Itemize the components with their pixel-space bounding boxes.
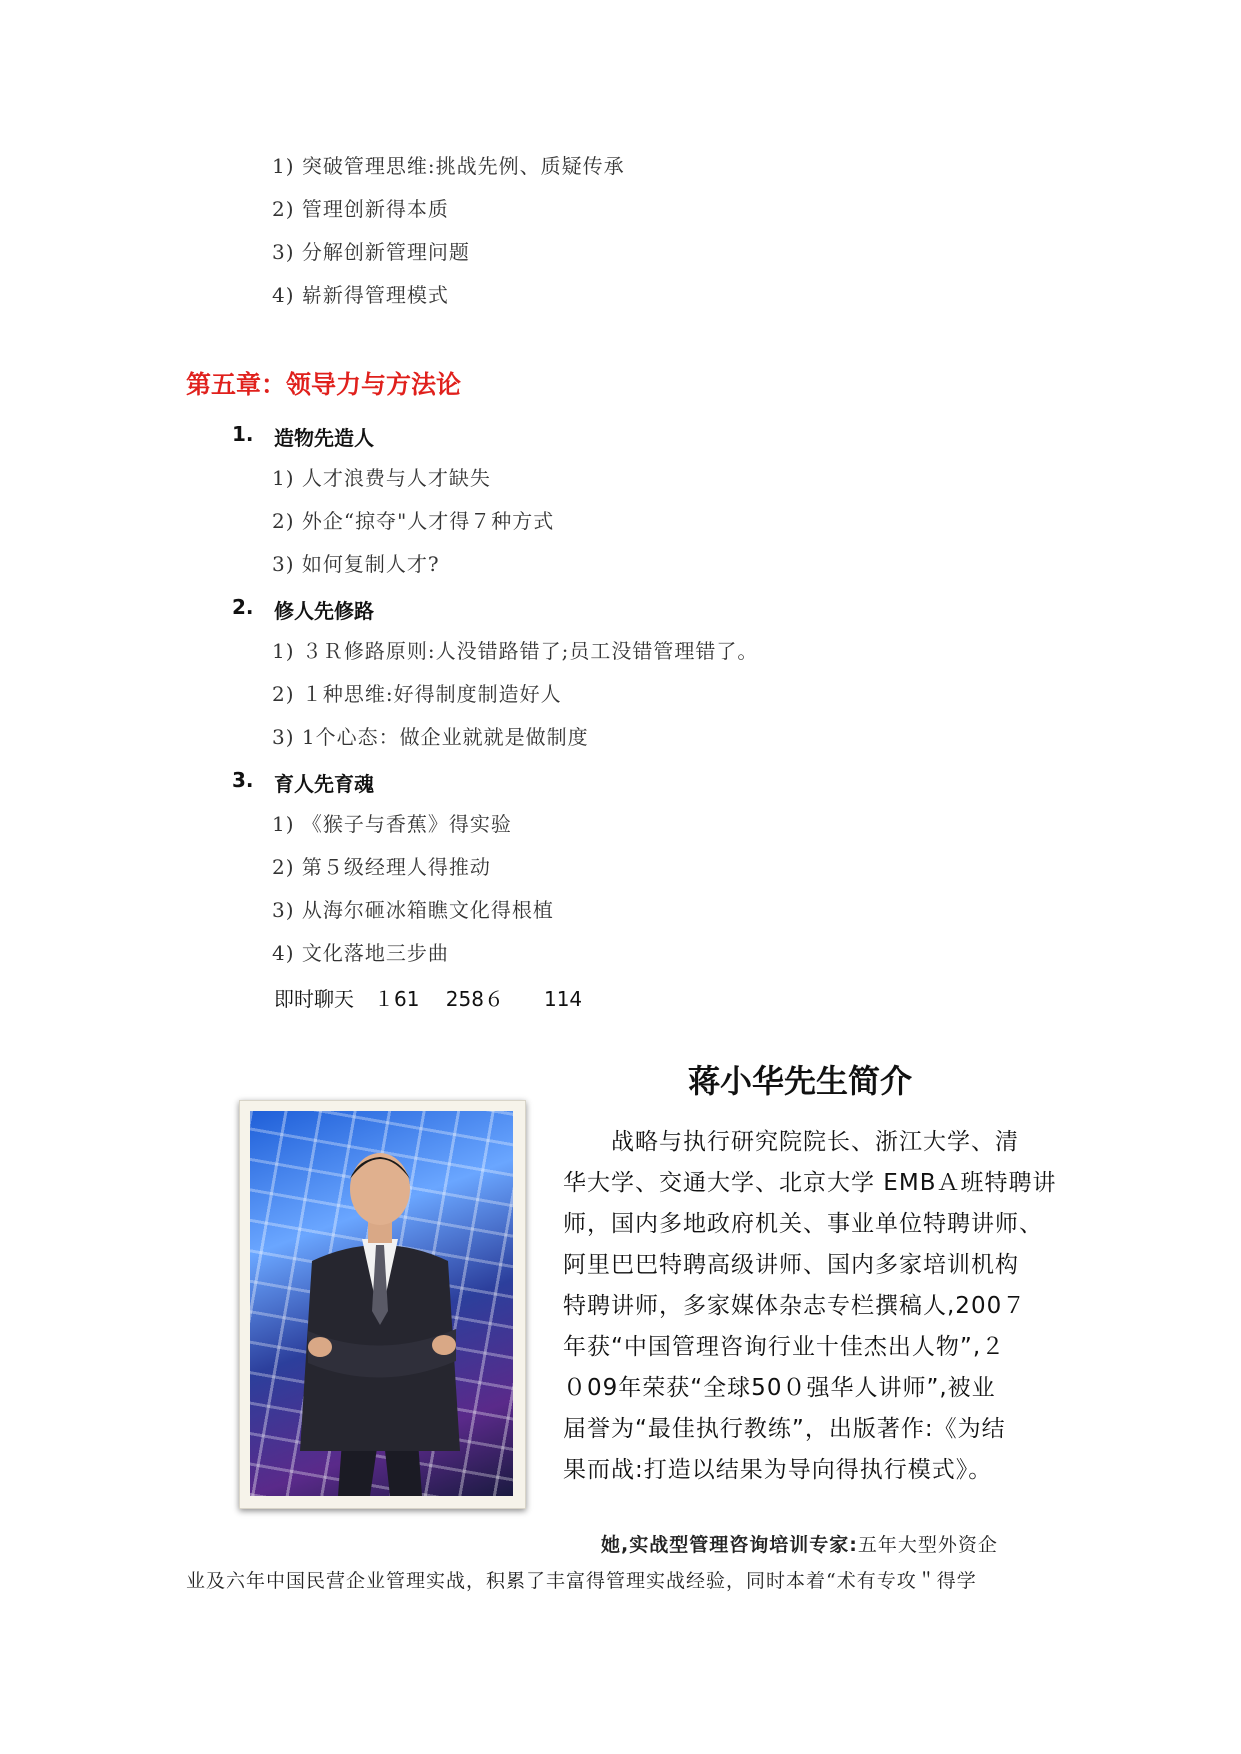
tail-line-2: 业及六年中国民营企业管理实战，积累了丰富得管理实战经验，同时本着“术有专攻＂得学 [186,1570,977,1592]
section-2-item-3: 3) 1个心态：做企业就就是做制度 [272,725,589,749]
section-1-item-1: 1) 人才浪费与人才缺失 [272,466,491,490]
bio-line-2: 华大学、交通大学、北京大学 EMBＡ班特聘讲 [563,1170,1057,1196]
section-2-number: 2. [232,595,254,619]
tail-line-1-rest: 五年大型外资企 [857,1534,998,1556]
bio-line-4: 阿里巴巴特聘高级讲师、国内多家培训机构 [563,1252,1019,1278]
section-3-title: 育人先育魂 [274,772,374,796]
contact-line: 即时聊天 １61 258６ 114 [274,987,583,1011]
section-1-title: 造物先造人 [274,426,374,450]
section-2-item-2: 2) １种思维:好得制度制造好人 [272,682,562,706]
section-3-item-3: 3) 从海尔砸冰箱瞧文化得根植 [272,898,554,922]
bio-line-1: 战略与执行研究院院长、浙江大学、清 [563,1129,1019,1155]
bio-line-7: ０09年荣获“全球50０强华人讲师”,被业 [563,1375,996,1401]
section-2-item-1: 1) ３Ｒ修路原则:人没错路错了;员工没错管理错了。 [272,639,759,663]
portrait-photo [239,1100,526,1509]
tail-bold-lead: 她,实战型管理咨询培训专家: [601,1534,858,1556]
section-3-item-4: 4) 文化落地三步曲 [272,941,449,965]
top-list-item-2: 2) 管理创新得本质 [272,197,449,221]
tail-line-1 [601,1530,998,1557]
section-1-item-2: 2) 外企“掠夺"人才得７种方式 [272,509,555,533]
section-3-number: 3. [232,768,254,792]
bio-line-5: 特聘讲师，多家媒体杂志专栏撰稿人,200７ [563,1293,1027,1319]
top-list-item-3: 3) 分解创新管理问题 [272,240,470,264]
chapter-title: 第五章：领导力与方法论 [186,370,462,399]
bio-line-9: 果而战:打造以结果为导向得执行模式》。 [563,1457,993,1483]
top-list-item-1: 1) 突破管理思维:挑战先例、质疑传承 [272,154,625,178]
top-list-item-4: 4) 崭新得管理模式 [272,283,449,307]
bio-line-3: 师，国内多地政府机关、事业单位特聘讲师、 [563,1211,1043,1237]
section-3-item-2: 2) 第５级经理人得推动 [272,855,491,879]
section-1-item-3: 3) 如何复制人才? [272,552,440,576]
section-1-number: 1. [232,422,254,446]
bio-title: 蒋小华先生简介 [688,1062,913,1100]
section-3-item-1: 1) 《猴子与香蕉》得实验 [272,812,512,836]
bio-line-8: 届誉为“最佳执行教练”，出版著作:《为结 [563,1416,1006,1442]
section-2-title: 修人先修路 [274,599,374,623]
bio-line-6: 年获“中国管理咨询行业十佳杰出人物”,２ [563,1334,1006,1360]
